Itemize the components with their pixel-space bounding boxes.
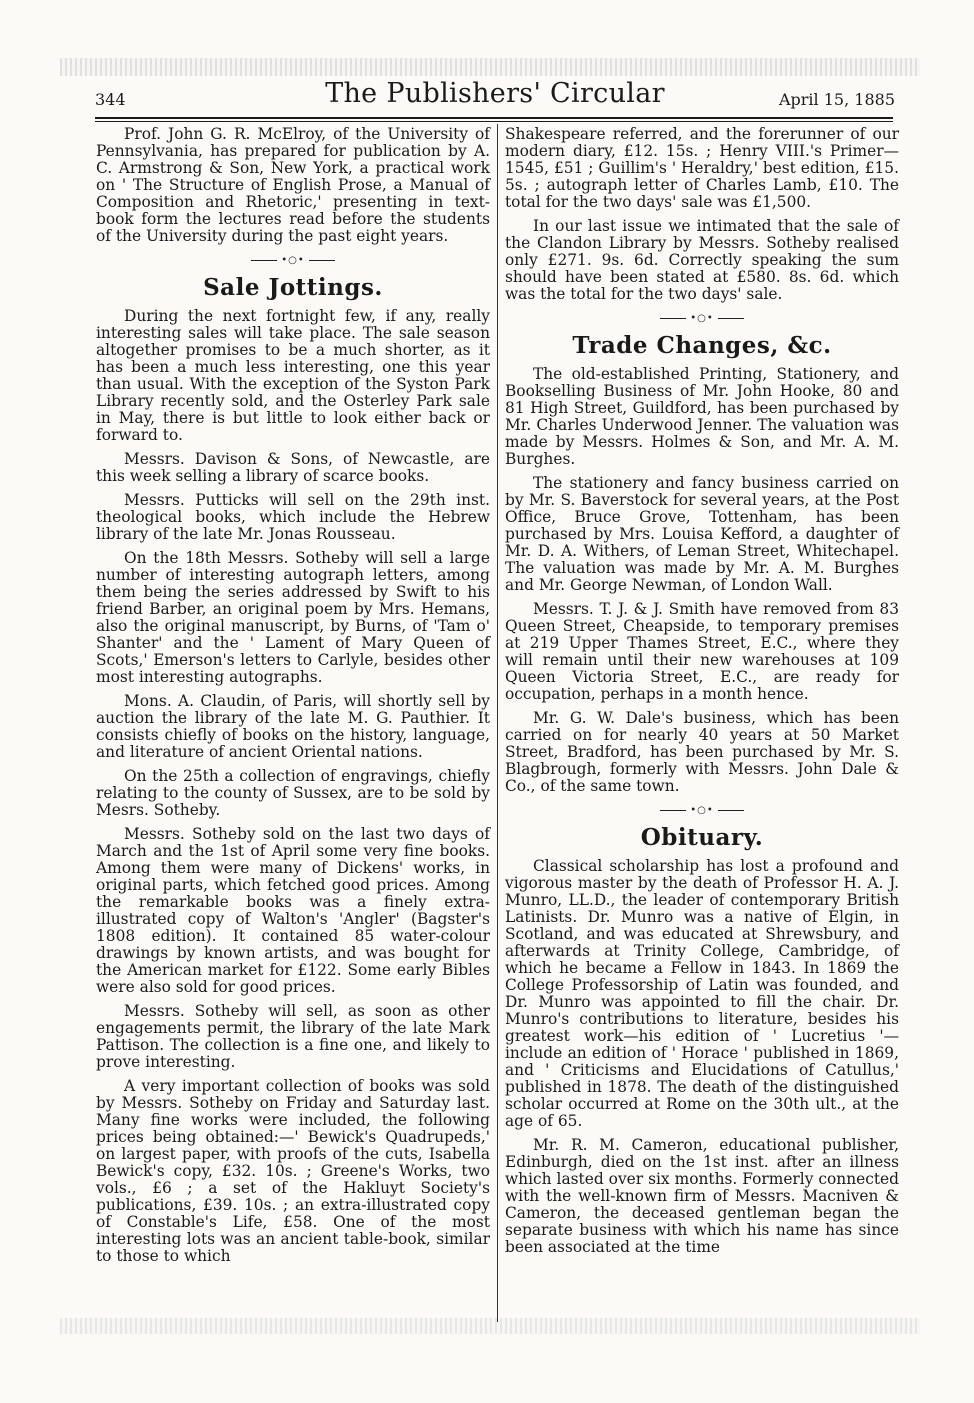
paragraph-munro: Classical scholarship has lost a profound and vigorous master by the death of Professor H. A. J. Munro, LL.D., the leader of contemporary British Latinists. Dr. Munro was a native of Elgin, in Scotland, and was educated at Shrewsbury, and afterwards at Trinity College, Cambridge, of which he became a Fellow in 1843. In 1869 the College Professorship of Latin was founded, and Dr. Munro was appointed to fill the chair. Dr. Munro's contributions to literature, besides his greatest work—his edition of ' Lucretius '—include an edition of ' Horace ' published in 1869, and ' Criticisms and Elucidations of Catullus,' published in 1878. The death of the distinguished scholar occurred at Rome on the 30th ult., at the age of 65. bbox=[505, 857, 899, 1130]
scan-edge-top bbox=[60, 58, 920, 76]
section-ornament: •○• bbox=[505, 802, 899, 819]
paragraph-engravings: On the 25th a collection of engravings, chiefly relating to the county of Sussex, are to be sold by Mesrs. Sotheby. bbox=[96, 767, 490, 819]
column-divider bbox=[497, 124, 498, 1322]
section-ornament: •○• bbox=[505, 310, 899, 327]
publication-title: The Publishers' Circular bbox=[325, 78, 665, 109]
paragraph-continued: Shakespeare referred, and the forerunner of our modern diary, £12. 15s. ; Henry VIII.'s Primer—1545, £51 ; Guillim's ' Heraldry,' best edition, £15. 5s. ; autograph letter of Charles Lamb, £10. The total for the two days' sale was £1,500. bbox=[505, 125, 899, 211]
paragraph-sale-season: During the next fortnight few, if any, really interesting sales will take place. The sale season altogether promises to be a much shorter, as it has been a much less interesting, one this year than usual. With the exception of the Syston Park Library recently sold, and the Osterley Park sale in May, there is but little to look either back or forward to. bbox=[96, 307, 490, 444]
heading-trade-changes: Trade Changes, &c. bbox=[572, 332, 832, 359]
paragraph-claudin: Mons. A. Claudin, of Paris, will shortly sell by auction the library of the late M. G. Pauthier. It consists chiefly of books on the history, language, and literature of ancient Oriental nations. bbox=[96, 692, 490, 761]
paragraph-mcelroy: Prof. John G. R. McElroy, of the University of Pennsylvania, has prepared for publication by A. C. Armstrong & Son, New York, a practical work on ' The Structure of English Prose, a Manual of Composition and Rhetoric,' presenting in text-book form the lectures read before the students of the University during the past eight years. bbox=[96, 125, 490, 245]
paragraph-dale: Mr. G. W. Dale's business, which has been carried on for nearly 40 years at 50 Market Street, Bradford, has been purchased by Mr. S. Blagbrough, formerly with Messrs. John Dale & Co., of the same town. bbox=[505, 709, 899, 795]
page-number: 344 bbox=[95, 90, 126, 109]
right-column bbox=[505, 126, 899, 1263]
paragraph-hooke: The old-established Printing, Stationery, and Bookselling Business of Mr. John Hooke, 80 and 81 High Street, Guildford, has been purchased by Mr. Charles Underwood Jenner. The valuation was made by Messrs. Holmes & Son, and Mr. A. M. Burghes. bbox=[505, 365, 899, 468]
paragraph-baverstock: The stationery and fancy business carried on by Mr. S. Baverstock for several years, at the Post Office, Bruce Grove, Tottenham, has been purchased by Mrs. Louisa Kefford, a daughter of Mr. D. A. Withers, of Leman Street, Whitechapel. The valuation was made by Mr. A. M. Burghes and Mr. George Newman, of London Wall. bbox=[505, 474, 899, 594]
paragraph-pattison: Messrs. Sotheby will sell, as soon as other engagements permit, the library of the late Mark Pattison. The collection is a fine one, and likely to prove interesting. bbox=[96, 1002, 490, 1071]
heading-obituary: Obituary. bbox=[640, 824, 764, 851]
paragraph-important-collection: A very important collection of books was sold by Messrs. Sotheby on Friday and Saturday last. Many fine works were included, the following prices being obtained:—' Bewick's Quadrupeds,' on largest paper, with proofs of the cuts, Isabella Bewick's copy, £32. 10s. ; Greene's Works, two vols., £6 ; a set of the Hakluyt Society's publications, £39. 10s. ; an extra-illustrated copy of Constable's Life, £58. One of the most interesting lots was an ancient table-book, similar to those to which bbox=[96, 1077, 490, 1265]
paragraph-smith: Messrs. T. J. & J. Smith have removed from 83 Queen Street, Cheapside, to temporary premises at 219 Upper Thames Street, E.C., where they will remain until their new warehouses at 109 Queen Victoria Street, E.C., are ready for occupation, perhaps in a month hence. bbox=[505, 600, 899, 703]
paragraph-davison: Messrs. Davison & Sons, of Newcastle, are this week selling a library of scarce books. bbox=[96, 450, 490, 485]
left-column bbox=[96, 126, 490, 1272]
issue-date: April 15, 1885 bbox=[778, 90, 895, 109]
header-rule-thin bbox=[95, 121, 893, 122]
paragraph-putticks: Messrs. Putticks will sell on the 29th inst. theological books, which include the Hebrew library of the late Mr. Jonas Rousseau. bbox=[96, 491, 490, 543]
paragraph-clandon: In our last issue we intimated that the sale of the Clandon Library by Messrs. Sotheby realised only £271. 9s. 6d. Correctly speaking the sum should have been stated at £580. 8s. 6d. which was the total for the two days' sale. bbox=[505, 217, 899, 303]
paragraph-cameron: Mr. R. M. Cameron, educational publisher, Edinburgh, died on the 1st inst. after an illness which lasted over six months. Formerly connected with the well-known firm of Messrs. Macniven & Cameron, the deceased gentleman began the separate business with which his name has since been associated at the time bbox=[505, 1136, 899, 1256]
paragraph-autograph-letters: On the 18th Messrs. Sotheby will sell a large number of interesting autograph letters, among them being the series addressed by Swift to his friend Barber, an original poem by Mrs. Hemans, also the original manuscript, by Burns, of 'Tam o' Shanter' and the ' Lament of Mary Queen of Scots,' Emerson's letters to Carlyle, besides other most interesting autographs. bbox=[96, 549, 490, 686]
heading-sale-jottings: Sale Jottings. bbox=[203, 274, 383, 301]
page-header bbox=[95, 78, 895, 114]
header-rule bbox=[95, 117, 893, 119]
paragraph-sotheby-march: Messrs. Sotheby sold on the last two days of March and the 1st of April some very fine books. Among them were many of Dickens' works, in original parts, which fetched good prices. Among the remarkable books was a finely extra-illustrated copy of Walton's 'Angler' (Bagster's 1808 edition). It contained 85 water-colour drawings by known artists, and was bought for the American market for £122. Some early Bibles were also sold for good prices. bbox=[96, 825, 490, 996]
section-ornament: •○• bbox=[96, 252, 490, 269]
scan-edge-bottom bbox=[60, 1318, 920, 1334]
